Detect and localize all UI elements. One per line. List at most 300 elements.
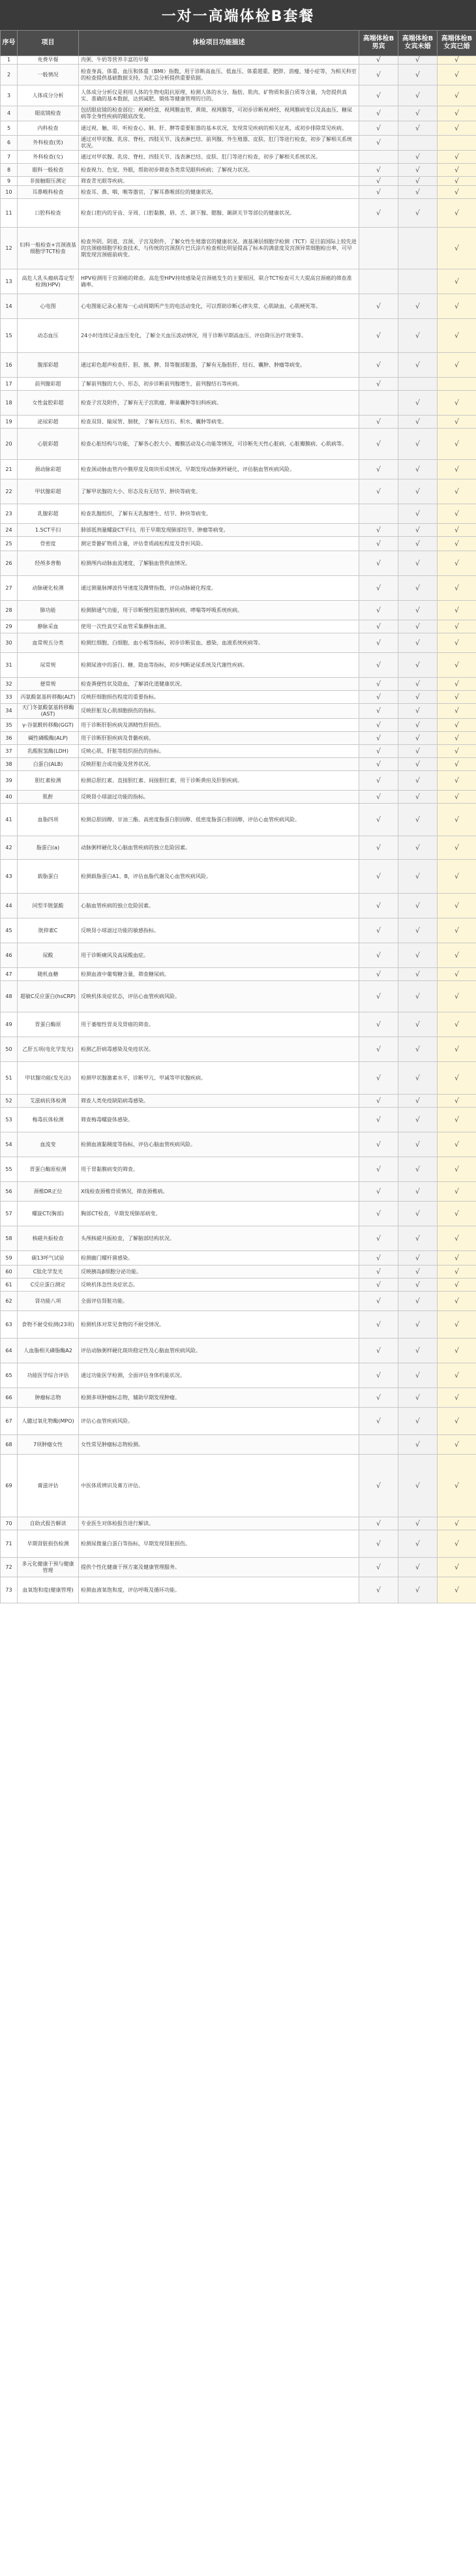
table-row — [1, 981, 476, 1012]
row-description: 通过对甲状腺、乳房、脊柱、四肢关节、浅表淋巴结、前列腺、外生殖器、皮肤、肛门等进行检查，初步了解相关系统状况。 — [79, 136, 359, 151]
row-description: 通过视、触、叩、听检查心、肺、肝、脾等重要脏器的基本状况，发现常见疾病的相关征兆，或初步排除常见疾病。 — [79, 121, 359, 136]
row-description: 检测血液氧饱和度，评估呼吸及循环功能。 — [79, 1577, 359, 1603]
table-row — [1, 479, 476, 504]
table-row — [1, 319, 476, 353]
row-number: 69 — [1, 1455, 18, 1517]
table-row — [1, 1037, 476, 1062]
row-description: 检测血液黏稠度等指标，评估心脑血管疾病风险。 — [79, 1132, 359, 1157]
check-female-married — [438, 1339, 476, 1363]
check-female-married — [438, 504, 476, 524]
table-header-row — [1, 31, 476, 56]
checkmark-icon: √ — [415, 1115, 420, 1124]
check-female-unmarried — [398, 504, 438, 524]
check-female-unmarried — [398, 524, 438, 537]
checkmark-icon: √ — [454, 776, 459, 785]
check-female-married — [438, 620, 476, 633]
check-male — [359, 771, 398, 791]
row-number: 35 — [1, 719, 18, 732]
table-row — [1, 804, 476, 836]
check-male — [359, 1108, 398, 1132]
check-female-married — [438, 981, 476, 1012]
checkmark-icon: √ — [454, 165, 459, 174]
row-number: 45 — [1, 918, 18, 943]
check-female-unmarried — [398, 121, 438, 136]
checkmark-icon: √ — [454, 1164, 459, 1174]
checkmark-icon: √ — [454, 638, 459, 647]
row-item: 女性盆腔彩超 — [18, 391, 79, 416]
check-male — [359, 177, 398, 186]
check-female-unmarried — [398, 653, 438, 678]
table-row — [1, 601, 476, 620]
check-male — [359, 1279, 398, 1292]
check-female-married — [438, 860, 476, 894]
checkmark-icon: √ — [454, 301, 459, 311]
check-female-unmarried — [398, 56, 438, 65]
checkmark-icon: √ — [454, 439, 459, 448]
checkmark-icon: √ — [415, 1267, 420, 1276]
check-female-married — [438, 186, 476, 199]
checkmark-icon: √ — [454, 539, 459, 548]
check-male — [359, 704, 398, 719]
row-item: 尿常规 — [18, 653, 79, 678]
check-female-unmarried — [398, 1012, 438, 1037]
check-female-unmarried — [398, 601, 438, 620]
check-female-unmarried — [398, 319, 438, 353]
check-male — [359, 719, 398, 732]
table-row — [1, 177, 476, 186]
checkmark-icon: √ — [415, 176, 420, 185]
check-male — [359, 576, 398, 601]
row-description: 检测肺通气功能，用于诊断慢性阻塞性肺疾病、哮喘等呼吸系统疾病。 — [79, 601, 359, 620]
checkmark-icon: √ — [415, 1209, 420, 1218]
table-row — [1, 504, 476, 524]
check-male — [359, 537, 398, 551]
checkmark-icon: √ — [415, 815, 420, 824]
checkmark-icon: √ — [415, 165, 420, 174]
checkmark-icon: √ — [415, 950, 420, 960]
check-male — [359, 186, 398, 199]
row-number: 12 — [1, 228, 18, 269]
checkmark-icon: √ — [454, 1481, 459, 1490]
row-item: 免费早餐 — [18, 56, 79, 65]
check-male — [359, 804, 398, 836]
checkmark-icon: √ — [415, 746, 420, 755]
package-table — [0, 30, 476, 1603]
row-item: 1.5CT平扫 — [18, 524, 79, 537]
check-female-unmarried — [398, 943, 438, 968]
row-item: 乙肝五项(电化学发光) — [18, 1037, 79, 1062]
checkmark-icon: √ — [454, 992, 459, 1001]
table-row — [1, 678, 476, 691]
checkmark-icon: √ — [376, 187, 381, 196]
check-female-unmarried — [398, 1517, 438, 1530]
checkmark-icon: √ — [376, 1346, 381, 1355]
checkmark-icon: √ — [415, 622, 420, 631]
row-description: 检查乳腺组织，了解有无乳腺增生、结节、肿块等病变。 — [79, 504, 359, 524]
checkmark-icon: √ — [376, 901, 381, 910]
check-male — [359, 319, 398, 353]
row-item: 胃蛋白酶原 — [18, 1012, 79, 1037]
checkmark-icon: √ — [415, 439, 420, 448]
checkmark-icon: √ — [376, 301, 381, 311]
table-row — [1, 136, 476, 151]
check-female-married — [438, 732, 476, 745]
check-male — [359, 65, 398, 85]
row-description: 检查子宫及附件，了解有无子宫肌瘤、卵巢囊肿等妇科疾病。 — [79, 391, 359, 416]
row-item: 动态血压 — [18, 319, 79, 353]
check-male — [359, 1339, 398, 1363]
row-item: 眼底镜检查 — [18, 106, 79, 121]
checkmark-icon: √ — [376, 1320, 381, 1329]
checkmark-icon: √ — [415, 301, 420, 311]
row-description: 反映机体炎症状态，评估心血管疾病风险。 — [79, 981, 359, 1012]
table-row — [1, 1108, 476, 1132]
check-female-married — [438, 1226, 476, 1251]
row-item: 一般情况 — [18, 65, 79, 85]
check-female-unmarried — [398, 1339, 438, 1363]
row-item: 核磁共振检查 — [18, 1226, 79, 1251]
row-description: 胸部CT检查，早期发现肺部病变。 — [79, 1202, 359, 1226]
checkmark-icon: √ — [454, 583, 459, 592]
row-description: 检查视力、色觉、外眼，帮助初步筛查各类常见眼科疾病；了解视力状况。 — [79, 164, 359, 177]
check-female-unmarried — [398, 1182, 438, 1202]
checkmark-icon: √ — [376, 1296, 381, 1305]
row-item: 肿瘤标志物 — [18, 1388, 79, 1408]
check-female-married — [438, 378, 476, 391]
check-female-unmarried — [398, 918, 438, 943]
checkmark-icon: √ — [376, 638, 381, 647]
check-female-unmarried — [398, 1279, 438, 1292]
row-item: 心脏彩超 — [18, 429, 79, 460]
row-number: 1 — [1, 56, 18, 65]
row-description: 提供个性化健康干预方案及健康管理服务。 — [79, 1558, 359, 1577]
check-male — [359, 136, 398, 151]
row-number: 24 — [1, 524, 18, 537]
row-description: 检测颅内动脉血流速度，了解脑血管供血情况。 — [79, 551, 359, 576]
check-male — [359, 1558, 398, 1577]
row-description: 检查身高、体重、血压和体重（BMI）指数，用于诊断高血压、低血压、体重超重、肥胖、消瘦、矮小症等，为相关科室的检查提供基础数据支持，为汇总分析提供重要依据。 — [79, 65, 359, 85]
check-female-unmarried — [398, 1577, 438, 1603]
checkmark-icon: √ — [454, 792, 459, 801]
row-number: 43 — [1, 860, 18, 894]
row-description: 专业医生对体检报告进行解读。 — [79, 1517, 359, 1530]
row-item: 功能医学综合评估 — [18, 1363, 79, 1388]
table-row — [1, 269, 476, 294]
table-row — [1, 1251, 476, 1265]
checkmark-icon: √ — [376, 1096, 381, 1105]
checkmark-icon: √ — [376, 1209, 381, 1218]
row-item: 妇科一般检查+宫颈液基细胞学TCT检查 — [18, 228, 79, 269]
check-female-married — [438, 294, 476, 319]
checkmark-icon: √ — [415, 398, 420, 407]
check-female-married — [438, 1012, 476, 1037]
row-number: 50 — [1, 1037, 18, 1062]
checkmark-icon: √ — [454, 1393, 459, 1402]
checkmark-icon: √ — [376, 706, 381, 715]
checkmark-icon: √ — [454, 1209, 459, 1218]
checkmark-icon: √ — [454, 1096, 459, 1105]
check-female-unmarried — [398, 551, 438, 576]
table-row — [1, 1388, 476, 1408]
row-number: 59 — [1, 1251, 18, 1265]
row-item: 人体成分分析 — [18, 85, 79, 106]
checkmark-icon: √ — [454, 55, 459, 64]
row-number: 72 — [1, 1558, 18, 1577]
row-item: 乳腺彩超 — [18, 504, 79, 524]
check-male — [359, 1435, 398, 1455]
checkmark-icon: √ — [376, 123, 381, 132]
checkmark-icon: √ — [415, 1253, 420, 1262]
row-item: 外科检查(男) — [18, 136, 79, 151]
row-number: 27 — [1, 576, 18, 601]
table-row — [1, 894, 476, 918]
checkmark-icon: √ — [454, 243, 459, 252]
row-description: 反映肾小球滤过功能的敏感指标。 — [79, 918, 359, 943]
row-description: 用于诊断痛风及高尿酸血症。 — [79, 943, 359, 968]
checkmark-icon: √ — [454, 417, 459, 426]
check-female-unmarried — [398, 186, 438, 199]
row-number: 73 — [1, 1577, 18, 1603]
row-description: 检测多项肿瘤标志物，辅助早期发现肿瘤。 — [79, 1388, 359, 1408]
table-row — [1, 151, 476, 164]
checkmark-icon: √ — [454, 969, 459, 978]
row-description: 用于萎缩性胃炎及胃癌的筛查。 — [79, 1012, 359, 1037]
row-description: 24小时连续记录血压变化，了解全天血压波动情况，用于诊断早期高血压、评估降压治疗效果等。 — [79, 319, 359, 353]
checkmark-icon: √ — [454, 277, 459, 286]
check-male — [359, 228, 398, 269]
checkmark-icon: √ — [415, 55, 420, 64]
check-male — [359, 981, 398, 1012]
row-item: 胱抑素C — [18, 918, 79, 943]
row-number: 17 — [1, 378, 18, 391]
check-female-unmarried — [398, 65, 438, 85]
checkmark-icon: √ — [454, 660, 459, 669]
check-female-unmarried — [398, 294, 438, 319]
row-item: 泌尿彩超 — [18, 416, 79, 429]
checkmark-icon: √ — [415, 969, 420, 978]
table-row — [1, 1182, 476, 1202]
check-female-married — [438, 633, 476, 653]
check-female-unmarried — [398, 177, 438, 186]
check-female-married — [438, 416, 476, 429]
check-female-unmarried — [398, 745, 438, 758]
checkmark-icon: √ — [454, 1585, 459, 1594]
row-number: 58 — [1, 1226, 18, 1251]
table-row — [1, 691, 476, 704]
check-female-married — [438, 164, 476, 177]
checkmark-icon: √ — [415, 1519, 420, 1528]
checkmark-icon: √ — [376, 969, 381, 978]
check-male — [359, 1182, 398, 1202]
checkmark-icon: √ — [454, 720, 459, 729]
checkmark-icon: √ — [376, 1371, 381, 1380]
checkmark-icon: √ — [454, 70, 459, 79]
checkmark-icon: √ — [376, 1416, 381, 1425]
checkmark-icon: √ — [376, 1234, 381, 1243]
check-female-married — [438, 968, 476, 981]
check-female-married — [438, 1292, 476, 1311]
checkmark-icon: √ — [376, 417, 381, 426]
row-description: 评估心血管疾病风险。 — [79, 1408, 359, 1435]
row-description: 使用一次性真空采血管采集静脉血液。 — [79, 620, 359, 633]
checkmark-icon: √ — [415, 871, 420, 881]
check-male — [359, 1265, 398, 1279]
table-row — [1, 745, 476, 758]
checkmark-icon: √ — [454, 605, 459, 614]
check-female-married — [438, 1062, 476, 1095]
check-female-unmarried — [398, 732, 438, 745]
checkmark-icon: √ — [415, 776, 420, 785]
row-number: 5 — [1, 121, 18, 136]
check-female-unmarried — [398, 758, 438, 771]
row-description: 检查颈动脉血管内中膜厚度及斑块形成情况，早期发现动脉粥样硬化，评估脑血管疾病风险。 — [79, 460, 359, 479]
row-description: 用于胃黏膜病变的筛查。 — [79, 1157, 359, 1182]
table-row — [1, 1095, 476, 1108]
row-number: 20 — [1, 429, 18, 460]
checkmark-icon: √ — [454, 1562, 459, 1571]
table-row — [1, 719, 476, 732]
row-item: 外科检查(女) — [18, 151, 79, 164]
row-number: 57 — [1, 1202, 18, 1226]
table-row — [1, 1558, 476, 1577]
row-description: 心脑血管疾病的独立危险因素。 — [79, 894, 359, 918]
check-male — [359, 1226, 398, 1251]
table-row — [1, 121, 476, 136]
row-item: 梅毒抗体检测 — [18, 1108, 79, 1132]
check-female-unmarried — [398, 691, 438, 704]
table-row — [1, 1292, 476, 1311]
check-male — [359, 1095, 398, 1108]
row-number: 34 — [1, 704, 18, 719]
checkmark-icon: √ — [376, 871, 381, 881]
row-description: 通过功能医学检测，全面评估身体机能状况。 — [79, 1363, 359, 1388]
checkmark-icon: √ — [376, 109, 381, 117]
checkmark-icon: √ — [376, 660, 381, 669]
checkmark-icon: √ — [454, 622, 459, 631]
check-male — [359, 1292, 398, 1311]
check-male — [359, 918, 398, 943]
row-description: 检查口腔内的牙齿、牙周、口腔黏膜、唇、舌、颌下腺、腮腺、颞颌关节等部位的健康状况。 — [79, 199, 359, 228]
row-description: 反映心肌、肝脏等组织损伤的指标。 — [79, 745, 359, 758]
check-male — [359, 353, 398, 378]
check-female-unmarried — [398, 791, 438, 804]
check-female-unmarried — [398, 1202, 438, 1226]
checkmark-icon: √ — [415, 464, 420, 474]
checkmark-icon: √ — [376, 1020, 381, 1029]
check-female-married — [438, 576, 476, 601]
row-description: 检测乙肝病毒感染及免疫状况。 — [79, 1037, 359, 1062]
row-number: 30 — [1, 633, 18, 653]
row-item: C反应蛋白测定 — [18, 1279, 79, 1292]
row-description: 了解甲状腺的大小、形态及有无结节、肿块等病变。 — [79, 479, 359, 504]
checkmark-icon: √ — [376, 1393, 381, 1402]
check-female-married — [438, 836, 476, 860]
checkmark-icon: √ — [454, 950, 459, 960]
row-description: X线检查颈椎骨质情况，筛查颈椎病。 — [79, 1182, 359, 1202]
row-description: 肉粥、牛奶等营养丰富的早餐 — [79, 56, 359, 65]
check-female-married — [438, 56, 476, 65]
check-female-married — [438, 1311, 476, 1339]
checkmark-icon: √ — [376, 360, 381, 369]
check-male — [359, 678, 398, 691]
table-row — [1, 228, 476, 269]
row-item: 膏滋评估 — [18, 1455, 79, 1517]
checkmark-icon: √ — [415, 558, 420, 568]
page-title: 一对一高端体检B套餐 — [0, 0, 476, 30]
check-female-unmarried — [398, 968, 438, 981]
row-number: 14 — [1, 294, 18, 319]
table-row — [1, 1062, 476, 1095]
table-row — [1, 1517, 476, 1530]
checkmark-icon: √ — [415, 152, 420, 161]
check-male — [359, 758, 398, 771]
checkmark-icon: √ — [376, 776, 381, 785]
check-female-unmarried — [398, 1455, 438, 1517]
checkmark-icon: √ — [454, 692, 459, 701]
check-female-married — [438, 1132, 476, 1157]
checkmark-icon: √ — [376, 692, 381, 701]
checkmark-icon: √ — [415, 1346, 420, 1355]
checkmark-icon: √ — [454, 1253, 459, 1262]
check-male — [359, 106, 398, 121]
row-item: 甲状腺彩超 — [18, 479, 79, 504]
check-female-unmarried — [398, 1108, 438, 1132]
checkmark-icon: √ — [376, 1164, 381, 1174]
table-row — [1, 1339, 476, 1363]
row-number: 64 — [1, 1339, 18, 1363]
checkmark-icon: √ — [454, 1115, 459, 1124]
check-male — [359, 524, 398, 537]
check-female-married — [438, 177, 476, 186]
table-row — [1, 391, 476, 416]
row-number: 41 — [1, 804, 18, 836]
checkmark-icon: √ — [376, 525, 381, 534]
checkmark-icon: √ — [454, 91, 459, 100]
check-female-unmarried — [398, 1363, 438, 1388]
row-description: 筛查梅毒螺旋体感染。 — [79, 1108, 359, 1132]
table-row — [1, 791, 476, 804]
check-male — [359, 294, 398, 319]
checkmark-icon: √ — [376, 165, 381, 174]
checkmark-icon: √ — [415, 1393, 420, 1402]
row-number: 3 — [1, 85, 18, 106]
checkmark-icon: √ — [454, 1440, 459, 1449]
row-item: 骨密度 — [18, 537, 79, 551]
row-number: 13 — [1, 269, 18, 294]
check-male — [359, 504, 398, 524]
checkmark-icon: √ — [454, 815, 459, 824]
checkmark-icon: √ — [415, 1296, 420, 1305]
row-description: 检查双肾、输尿管、膀胱，了解有无结石、积水、囊肿等病变。 — [79, 416, 359, 429]
row-description: 检测血液中葡萄糖含量，筛查糖尿病。 — [79, 968, 359, 981]
checkmark-icon: √ — [415, 792, 420, 801]
table-row — [1, 524, 476, 537]
check-female-unmarried — [398, 860, 438, 894]
row-item: 胃蛋白酶原检测 — [18, 1157, 79, 1182]
check-female-unmarried — [398, 678, 438, 691]
table-row — [1, 1530, 476, 1558]
row-number: 22 — [1, 479, 18, 504]
check-male — [359, 378, 398, 391]
row-item: 胆红素检测 — [18, 771, 79, 791]
check-female-married — [438, 228, 476, 269]
table-row — [1, 353, 476, 378]
table-row — [1, 186, 476, 199]
check-female-married — [438, 771, 476, 791]
table-row — [1, 85, 476, 106]
checkmark-icon: √ — [415, 660, 420, 669]
row-item: 动脉硬化检测 — [18, 576, 79, 601]
